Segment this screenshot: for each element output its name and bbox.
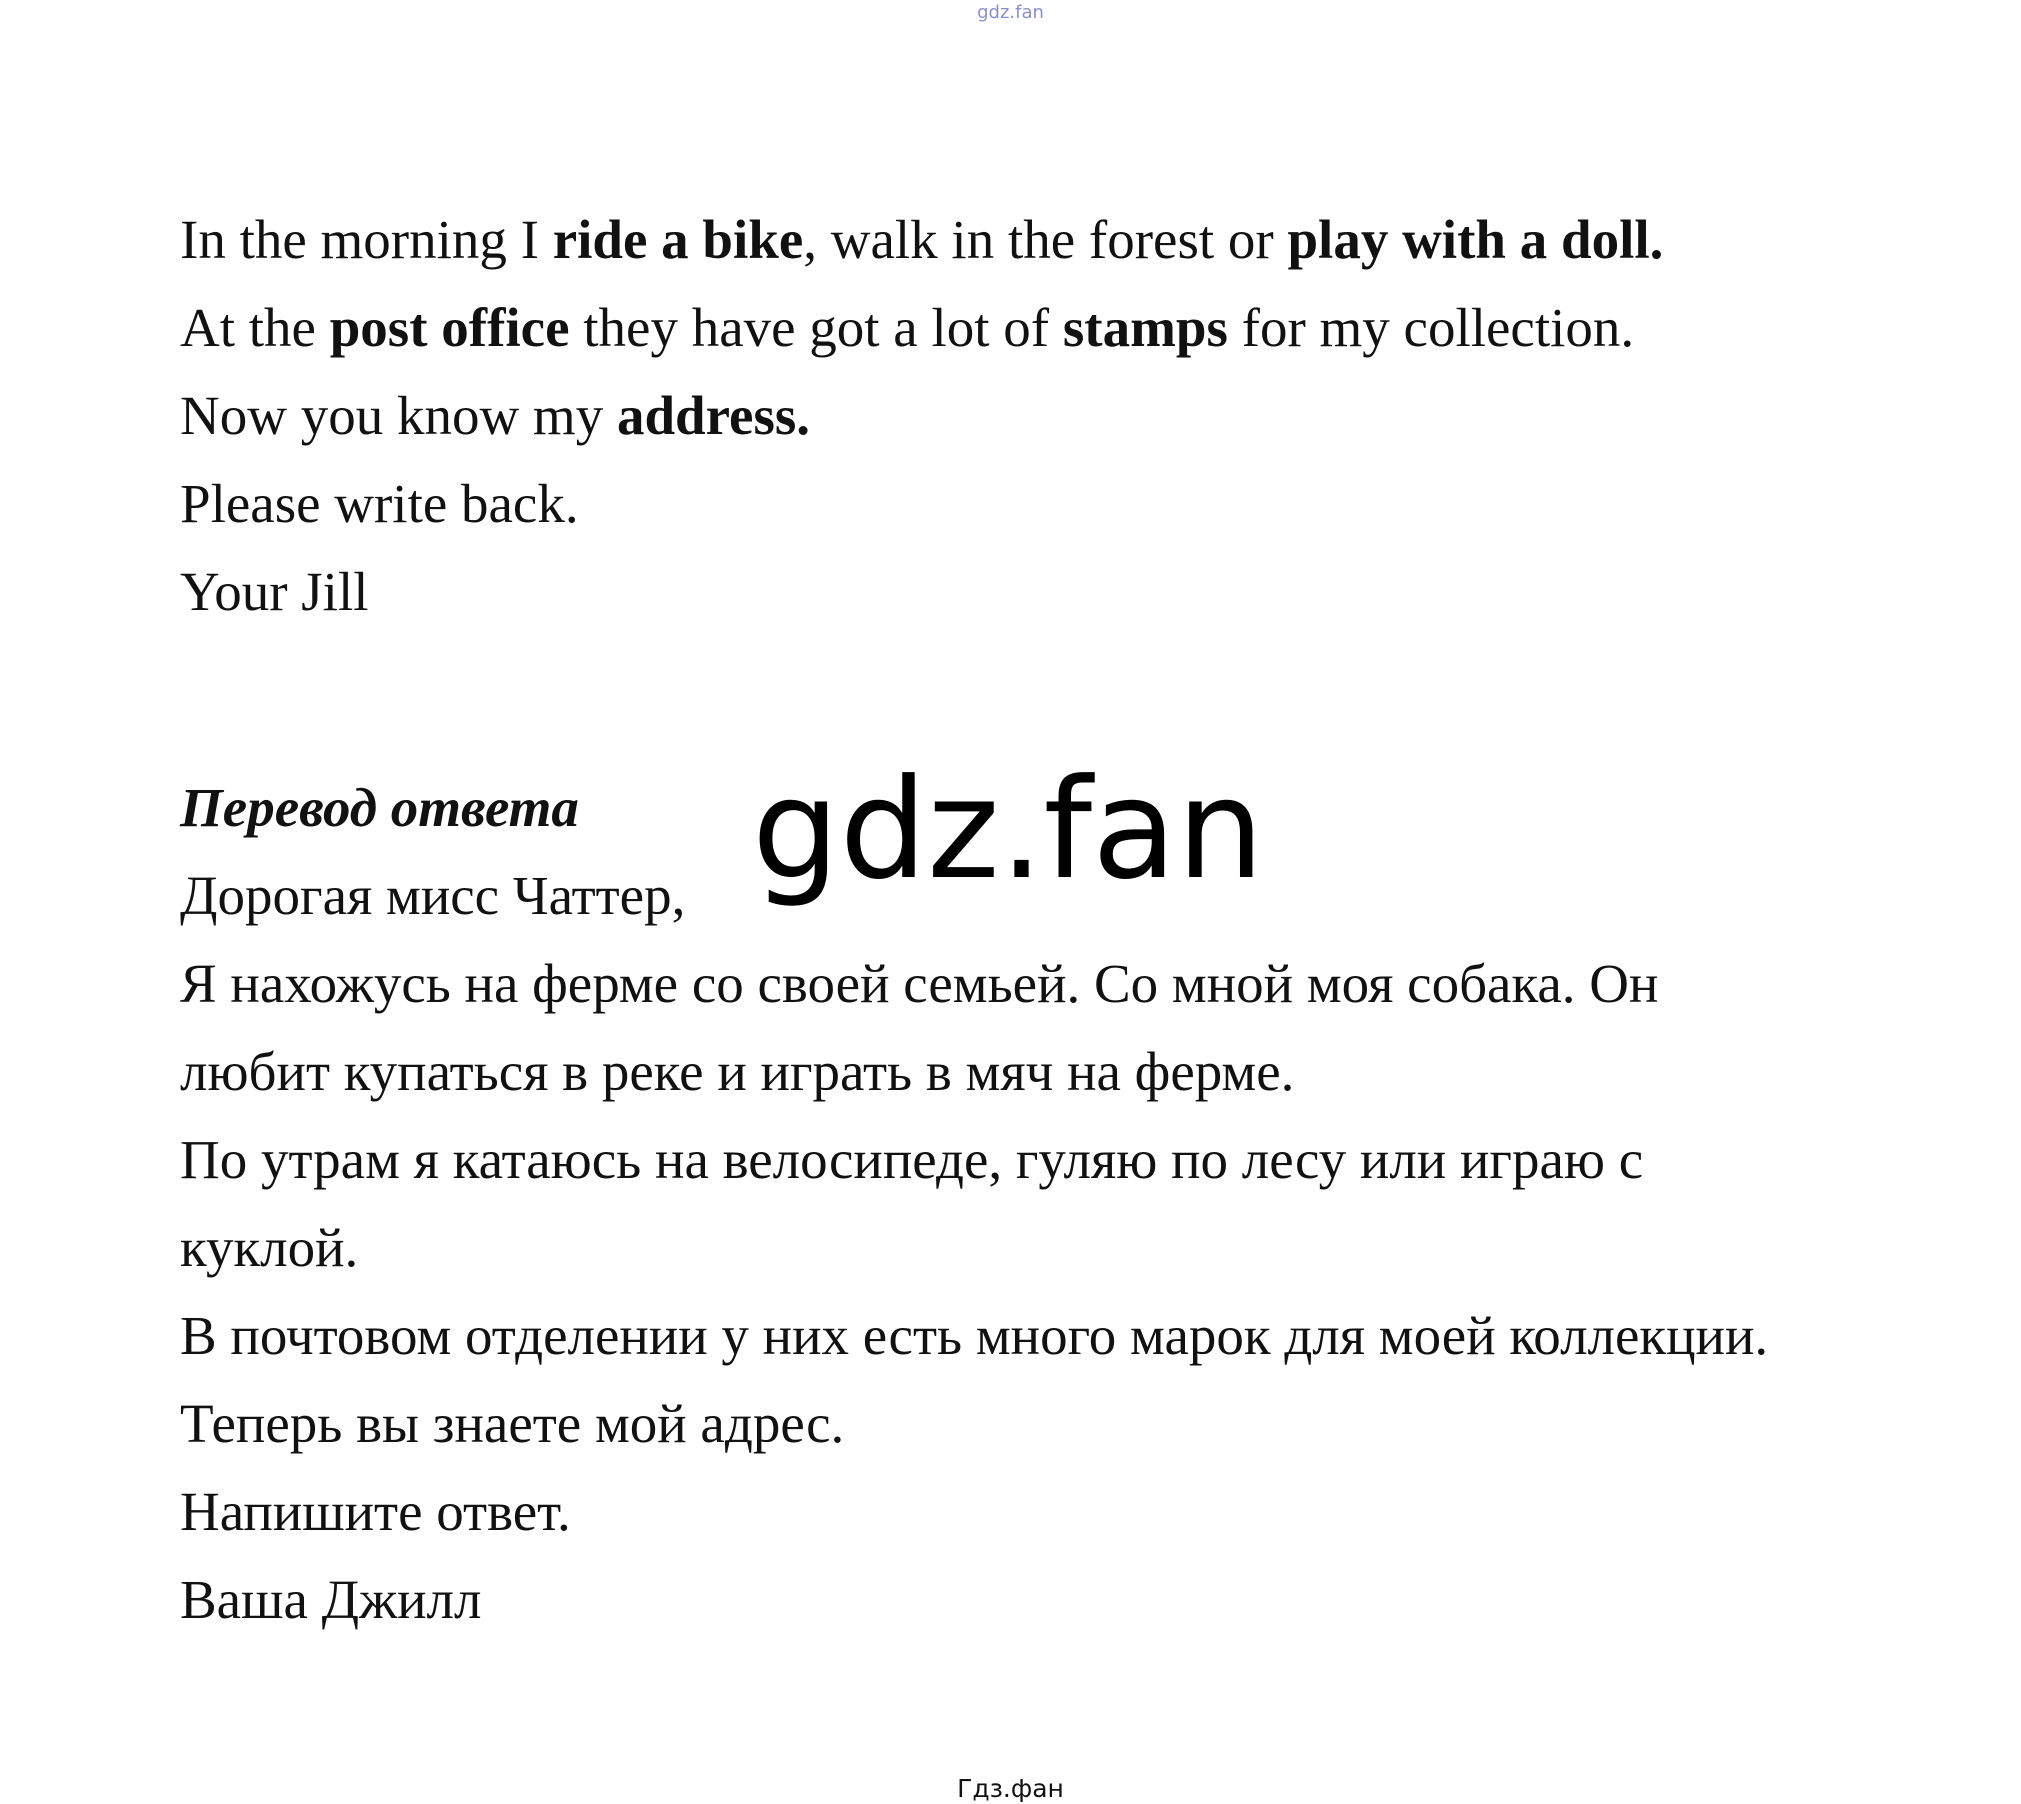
- bold-phrase: stamps: [1062, 297, 1228, 358]
- segment: Now you know my: [180, 385, 617, 446]
- top-watermark: gdz.fan: [977, 2, 1044, 23]
- english-line-1: [180, 196, 1960, 284]
- bold-phrase: play with a doll.: [1287, 209, 1664, 270]
- translation-line: Напишите ответ.: [180, 1481, 571, 1542]
- bold-phrase: ride a bike: [552, 209, 804, 270]
- section-gap: [180, 636, 1960, 764]
- document-body: [180, 196, 1960, 1644]
- english-line-5: Your Jill: [180, 561, 369, 622]
- translation-line: Я нахожусь на ферме со своей семьей. Со мной моя собака. Он: [180, 953, 1659, 1014]
- segment: they have got a lot of: [569, 297, 1063, 358]
- footer-watermark: Гдз.фан: [957, 1774, 1064, 1803]
- overlay-watermark: gdz.fan: [752, 749, 1265, 910]
- english-line-3: [180, 372, 1960, 460]
- translation-line: Дорогая мисс Чаттер,: [180, 865, 686, 926]
- segment: for my collection.: [1227, 297, 1635, 358]
- translation-heading: Перевод ответа: [180, 777, 579, 838]
- translation-line: любит купаться в реке и играть в мяч на ферме.: [180, 1041, 1295, 1102]
- segment: , walk in the forest or: [803, 209, 1288, 270]
- translation-line: Теперь вы знаете мой адрес.: [180, 1393, 845, 1454]
- translation-line: В почтовом отделении у них есть много марок для моей коллекции.: [180, 1305, 1769, 1366]
- translation-line: Ваша Джилл: [180, 1569, 482, 1630]
- bold-phrase: address.: [616, 385, 811, 446]
- translation-line: По утрам я катаюсь на велосипеде, гуляю по лесу или играю с: [180, 1129, 1644, 1190]
- segment: At the: [180, 297, 330, 358]
- translation-line: куклой.: [180, 1217, 359, 1278]
- english-line-2: [180, 284, 1960, 372]
- segment: In the morning I: [180, 209, 553, 270]
- bold-phrase: post office: [329, 297, 570, 358]
- english-line-4: Please write back.: [180, 473, 579, 534]
